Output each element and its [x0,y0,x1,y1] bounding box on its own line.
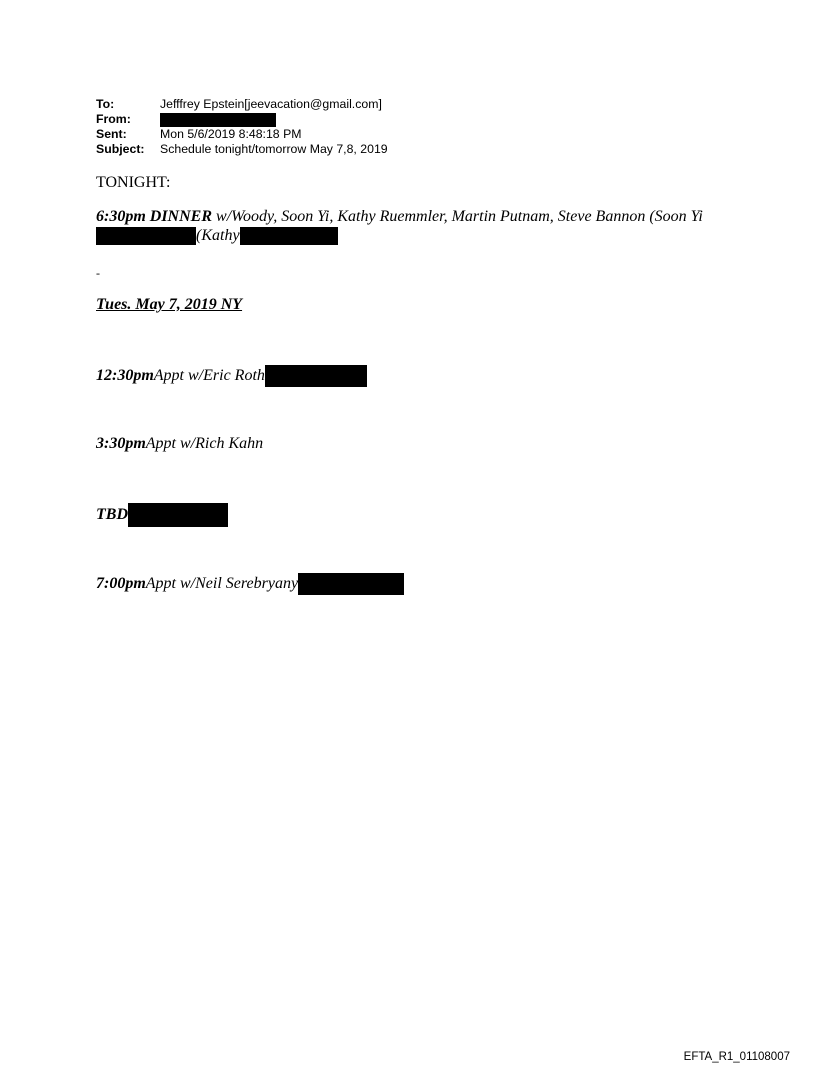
tonight-heading: TONIGHT: [96,174,171,191]
from-redaction [160,113,276,127]
redaction-block [298,573,404,595]
to-label: To: [96,97,115,111]
dinner-time: 6:30pm DINNER [96,208,213,225]
redaction-block [96,227,196,245]
separator-dash: - [96,266,100,280]
dinner-line-1 [96,208,703,226]
redaction-block [128,503,228,527]
appointment-row [96,435,263,453]
sent-row [96,127,388,142]
redaction-block [265,365,367,387]
appointment-text: Appt w/Rich Kahn [145,435,264,452]
document-id: EFTA_R1_01108007 [683,1051,790,1063]
sent-value: Mon 5/6/2019 8:48:18 PM [160,127,302,141]
appointment-time: 12:30pm [96,367,154,384]
appointment-time: 3:30pm [96,435,146,452]
to-row [96,97,388,112]
subject-row [96,142,388,157]
redaction-block [240,227,338,245]
appointment-row [96,365,367,387]
appointment-text: Appt w/Eric Roth [153,367,265,384]
to-value: Jefffrey Epstein[jeevacation@gmail.com] [160,97,382,111]
dinner-line-2 [96,227,338,245]
appointment-time: 7:00pm [96,575,146,592]
appointment-time: TBD [96,506,128,523]
appointment-row [96,503,228,527]
from-label: From: [96,112,131,126]
email-header [96,97,388,157]
from-row [96,112,388,127]
appointment-text: Appt w/Neil Serebryany [145,575,299,592]
date-heading-text: Tues. May 7, 2019 NY [96,296,243,313]
date-heading [96,296,242,314]
dinner-details: w/Woody, Soon Yi, Kathy Ruemmler, Martin Putnam, Steve Bannon (Soon Yi [212,208,703,225]
subject-label: Subject: [96,142,145,156]
dinner-details-cont: (Kathy [196,227,240,244]
appointment-row [96,573,404,595]
subject-value: Schedule tonight/tomorrow May 7,8, 2019 [160,142,388,156]
sent-label: Sent: [96,127,127,141]
